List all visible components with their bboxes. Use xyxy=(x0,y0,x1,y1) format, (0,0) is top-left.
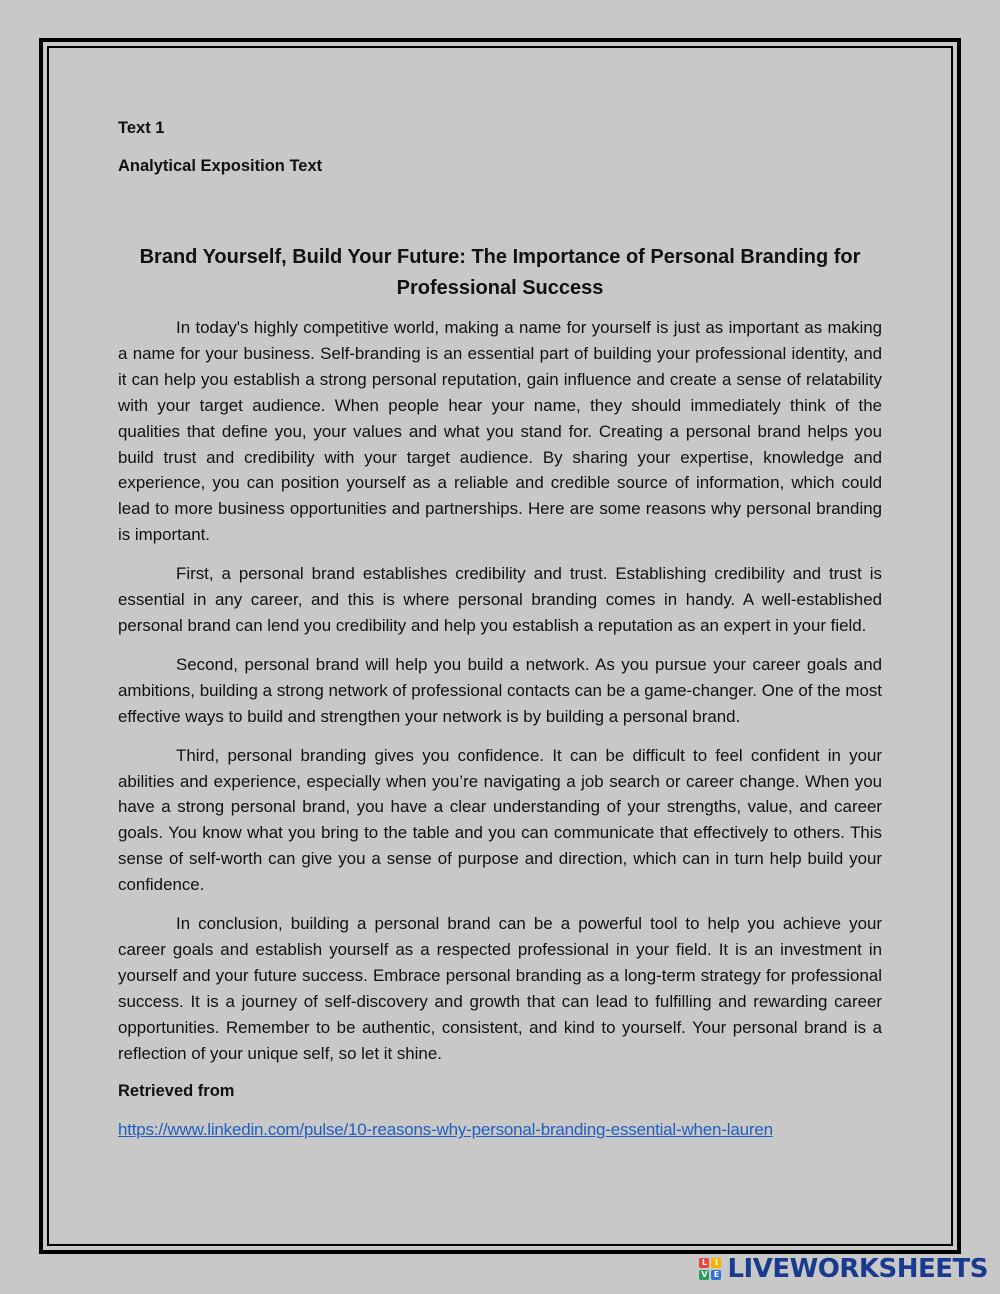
source-label: Retrieved from xyxy=(118,1082,235,1101)
paragraph-conclusion: In conclusion, building a personal brand can be a powerful tool to help you achieve your career goals and establish yourself as a respected professional in your field. It is an investment in yourself and your future success. Embrace personal branding as a long-term strategy for professional success. It is a journey of self-discovery and growth that can lead to fulfilling and rewarding career opportunities. Remember to be authentic, consistent, and kind to yourself. Your personal brand is a reflection of your unique self, so let it shine. xyxy=(118,914,882,1063)
text-number-label: Text 1 xyxy=(118,119,165,137)
paragraph-third-argument: Third, personal branding gives you confidence. It can be difficult to feel confident in your abilities and experience, especially when you’re navigating a job search or career change. When you have a strong personal brand, you have a clear understanding of your strengths, value, and career goals. You know what you bring to the table and you can communicate that effectively to others. This sense of self-worth can give you a sense of purpose and direction, which can in turn help build your confidence. xyxy=(118,745,882,895)
logo-tile-i: I xyxy=(711,1258,721,1268)
paragraph-introduction: In today's highly competitive world, making a name for yourself is just as important as making a name for your business. Self-branding is an essential part of building your professional identity, and it can help you establish a strong personal reputation, gain influence and create a sense of relatability with your target audience. When people hear your name, they should immediately think of the qualities that define you, your values and what you stand for. Creating a personal brand helps you build trust and credibility with your target audience. By sharing your expertise, knowledge and experience, you can position yourself as a reliable and credible source of information, which could lead to more business opportunities and partnerships. Here are some reasons why personal branding is important. xyxy=(118,318,882,545)
paragraph-second-argument: Second, personal brand will help you build a network. As you pursue your career goals and ambitions, building a strong network of professional contacts can be a game-changer. One of the most effective ways to build and strengthen your network is by building a personal brand. xyxy=(118,654,882,726)
worksheet-content xyxy=(118,116,882,1143)
text-genre-label: Analytical Exposition Text xyxy=(118,157,323,175)
article-title: Brand Yourself, Build Your Future: The Importance of Personal Branding for Professional Success xyxy=(139,246,861,299)
brand-name: LIVEWORKSHEETS xyxy=(727,1254,988,1284)
liveworksheets-logo-icon xyxy=(699,1258,721,1280)
liveworksheets-brand[interactable] xyxy=(699,1254,988,1284)
paragraph-first-argument: First, a personal brand establishes credibility and trust. Establishing credibility and trust is essential in any career, and this is where personal branding comes in handy. A well-established personal brand can lend you credibility and help you establish a reputation as an expert in your field. xyxy=(118,564,882,635)
source-link[interactable]: https://www.linkedin.com/pulse/10-reasons-why-personal-branding-essential-when-lauren xyxy=(118,1120,773,1140)
logo-tile-l: L xyxy=(699,1258,709,1268)
logo-tile-e: E xyxy=(711,1270,721,1280)
logo-tile-v: V xyxy=(701,1270,708,1279)
